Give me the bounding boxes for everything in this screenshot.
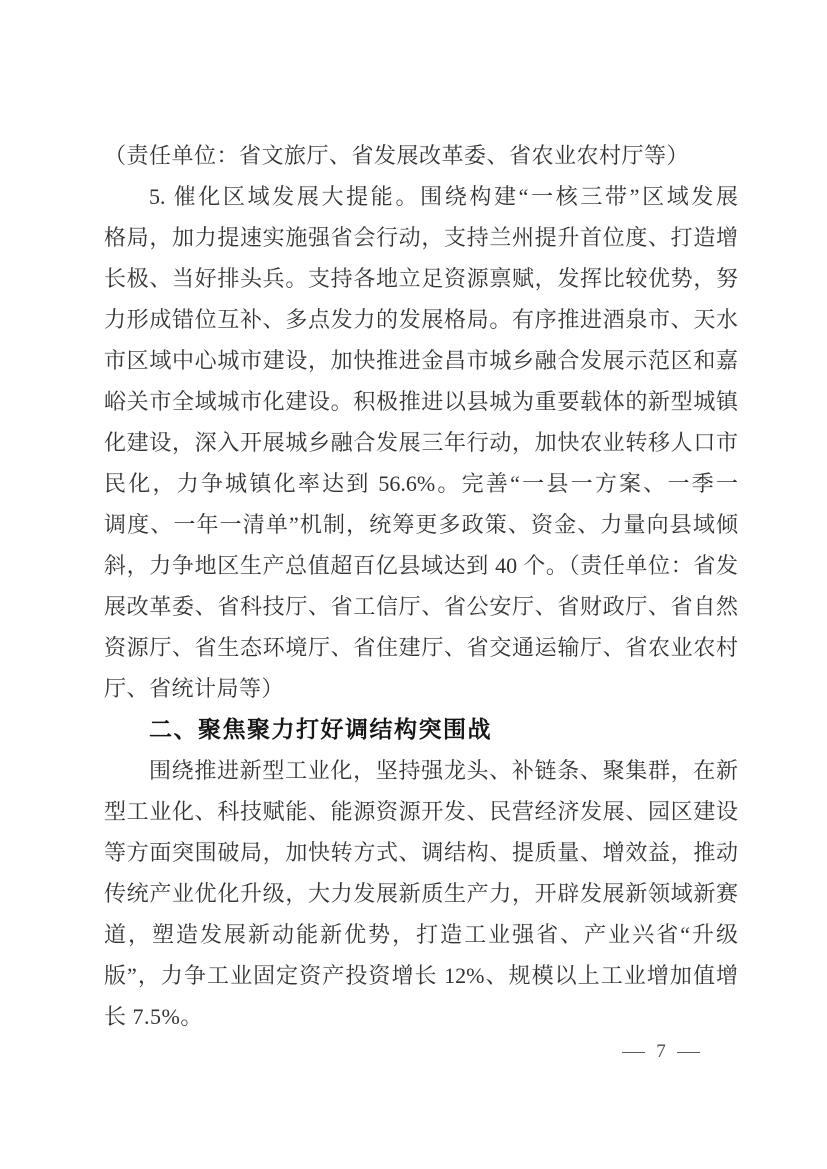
document-line: 化建设，深入开展城乡融合发展三年行动，加快农业转移人口市 [104,430,738,455]
document-line: 传统产业优化升级，大力发展新质生产力，开辟发展新领域新赛 [104,881,738,906]
document-line: 格局，加力提速实施强省会行动，支持兰州提升首位度、打造增 [104,225,738,250]
document-line: 调度、一年一清单”机制，统筹更多政策、资金、力量向县域倾 [104,512,738,537]
document-line: （责任单位：省文旅厅、省发展改革委、省农业农村厅等） [104,143,690,168]
document-line: 等方面突围破局，加快转方式、调结构、提质量、增效益，推动 [104,840,738,865]
document-line: 型工业化、科技赋能、能源资源开发、民营经济发展、园区建设 [104,799,738,824]
text-block [104,135,738,1037]
document-line: 厅、省统计局等） [104,676,285,701]
page-number: 7 [656,1041,666,1062]
document-line: 民化，力争城镇化率达到 56.6%。完善“一县一方案、一季一 [104,471,738,496]
document-line: 版”，力争工业固定资产投资增长 12%、规模以上工业增加值增 [104,963,738,988]
document-line: 斜，力争地区生产总值超百亿县域达到 40 个。（责任单位：省发 [104,553,738,578]
document-line: 5. 催化区域发展大提能。围绕构建“一核三带”区域发展 [149,184,738,209]
document-line: 峪关市全域城市化建设。积极推进以县城为重要载体的新型城镇 [104,389,738,414]
document-line: 围绕推进新型工业化，坚持强龙头、补链条、聚集群，在新 [149,758,738,783]
document-line: 力形成错位互补、多点发力的发展格局。有序推进酒泉市、天水 [104,307,738,332]
document-line: 道，塑造发展新动能新优势，打造工业强省、产业兴省“升级 [104,922,738,947]
footer-dash-left: — [622,1041,646,1062]
document-line: 长 7.5%。 [104,1004,203,1029]
document-line: 长极、当好排头兵。支持各地立足资源禀赋，发挥比较优势，努 [104,266,738,291]
footer-dash-right: — [676,1041,700,1062]
page-footer [596,1038,726,1066]
document-line: 资源厅、省生态环境厅、省住建厅、省交通运输厅、省农业农村 [104,635,738,660]
section-heading: 二、聚焦聚力打好调结构突围战 [149,716,492,742]
document-line: 展改革委、省科技厅、省工信厅、省公安厅、省财政厅、省自然 [104,594,738,619]
document-line: 市区域中心城市建设，加快推进金昌市城乡融合发展示范区和嘉 [104,348,738,373]
